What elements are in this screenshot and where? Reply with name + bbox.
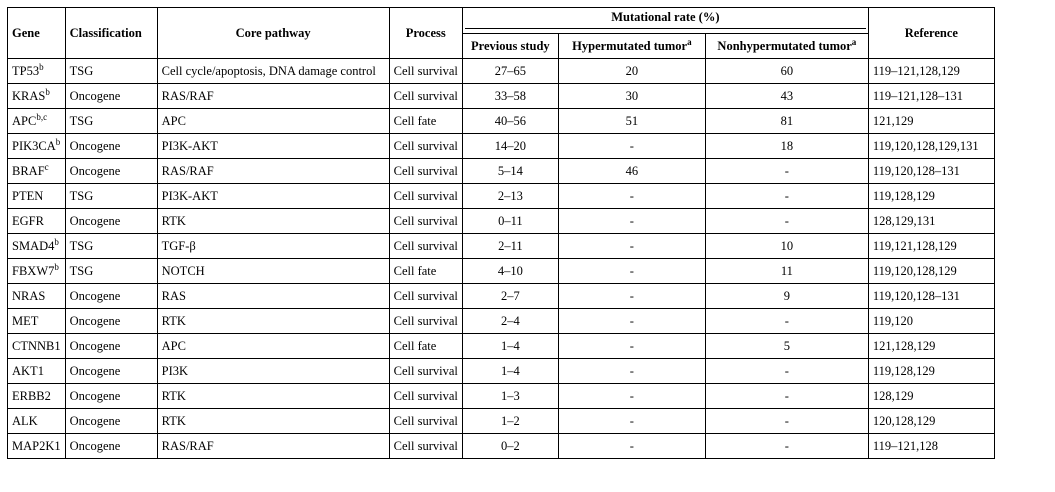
- gene-name: FBXW7: [12, 263, 55, 278]
- cell-reference: 120,128,129: [868, 409, 994, 434]
- header-previous-study: Previous study: [462, 34, 558, 59]
- cell-nonhypermutated: -: [705, 384, 868, 409]
- header-hypermutated-label: Hypermutated tumor: [572, 38, 688, 53]
- cell-nonhypermutated: -: [705, 159, 868, 184]
- header-hypermutated: [558, 34, 705, 59]
- cell-classification: Oncogene: [65, 284, 157, 309]
- table-container: [7, 7, 995, 459]
- gene-name: PIK3CA: [12, 138, 56, 153]
- table-row: [8, 434, 995, 459]
- cell-core-pathway: PI3K-AKT: [157, 184, 389, 209]
- header-process: Process: [389, 8, 462, 59]
- cell-core-pathway: PI3K-AKT: [157, 134, 389, 159]
- cell-core-pathway: RTK: [157, 384, 389, 409]
- table-row: [8, 59, 995, 84]
- cell-process: Cell survival: [389, 134, 462, 159]
- table-row: [8, 284, 995, 309]
- cell-process: Cell survival: [389, 309, 462, 334]
- cell-process: Cell fate: [389, 109, 462, 134]
- cell-previous-study: 40–56: [462, 109, 558, 134]
- cell-previous-study: 0–2: [462, 434, 558, 459]
- cell-reference: 119,120,128–131: [868, 284, 994, 309]
- cell-core-pathway: RTK: [157, 209, 389, 234]
- cell-previous-study: 2–7: [462, 284, 558, 309]
- cell-previous-study: 14–20: [462, 134, 558, 159]
- cell-nonhypermutated: 5: [705, 334, 868, 359]
- cell-hypermutated: -: [558, 184, 705, 209]
- header-hypermutated-footnote: a: [687, 36, 692, 47]
- cell-process: Cell survival: [389, 59, 462, 84]
- cell-reference: 119,120,128,129,131: [868, 134, 994, 159]
- cell-classification: Oncogene: [65, 209, 157, 234]
- cell-previous-study: 1–3: [462, 384, 558, 409]
- cell-classification: Oncogene: [65, 134, 157, 159]
- cell-core-pathway: RTK: [157, 409, 389, 434]
- cell-gene: [8, 234, 66, 259]
- cell-gene: [8, 109, 66, 134]
- cell-process: Cell survival: [389, 359, 462, 384]
- cell-previous-study: 2–11: [462, 234, 558, 259]
- cell-reference: 119–121,128,129: [868, 59, 994, 84]
- cell-classification: TSG: [65, 259, 157, 284]
- cell-nonhypermutated: 43: [705, 84, 868, 109]
- cell-classification: Oncogene: [65, 309, 157, 334]
- cell-gene: [8, 359, 66, 384]
- cell-core-pathway: PI3K: [157, 359, 389, 384]
- cell-gene: [8, 84, 66, 109]
- header-core-pathway: Core pathway: [157, 8, 389, 59]
- cell-hypermutated: -: [558, 434, 705, 459]
- cell-nonhypermutated: -: [705, 434, 868, 459]
- gene-name: KRAS: [12, 88, 46, 103]
- cell-previous-study: 5–14: [462, 159, 558, 184]
- table-row: [8, 259, 995, 284]
- cell-previous-study: 33–58: [462, 84, 558, 109]
- gene-name: CTNNB1: [12, 338, 61, 353]
- cell-process: Cell survival: [389, 209, 462, 234]
- cell-previous-study: 0–11: [462, 209, 558, 234]
- cell-core-pathway: RTK: [157, 309, 389, 334]
- cell-classification: TSG: [65, 109, 157, 134]
- cell-reference: 119,121,128,129: [868, 234, 994, 259]
- gene-name: ALK: [12, 413, 38, 428]
- table-row: [8, 109, 995, 134]
- cell-gene: [8, 409, 66, 434]
- cell-previous-study: 1–4: [462, 334, 558, 359]
- cell-gene: [8, 134, 66, 159]
- header-nonhypermutated-label: Nonhypermutated tumor: [717, 38, 852, 53]
- cell-hypermutated: 46: [558, 159, 705, 184]
- cell-core-pathway: Cell cycle/apoptosis, DNA damage control: [157, 59, 389, 84]
- gene-footnote: b,c: [36, 111, 48, 122]
- cell-hypermutated: -: [558, 409, 705, 434]
- cell-process: Cell survival: [389, 234, 462, 259]
- cell-classification: TSG: [65, 59, 157, 84]
- header-classification: Classification: [65, 8, 157, 59]
- header-gene: Gene: [8, 8, 66, 59]
- header-reference: Reference: [868, 8, 994, 59]
- cell-gene: [8, 334, 66, 359]
- cell-core-pathway: APC: [157, 334, 389, 359]
- cell-hypermutated: 51: [558, 109, 705, 134]
- header-nonhypermutated-footnote: a: [851, 36, 857, 47]
- cell-previous-study: 2–4: [462, 309, 558, 334]
- cell-hypermutated: -: [558, 209, 705, 234]
- cell-nonhypermutated: 81: [705, 109, 868, 134]
- table-row: [8, 184, 995, 209]
- cell-hypermutated: -: [558, 259, 705, 284]
- cell-classification: Oncogene: [65, 159, 157, 184]
- cell-nonhypermutated: 18: [705, 134, 868, 159]
- cell-process: Cell survival: [389, 434, 462, 459]
- header-mutational-rate: [462, 8, 868, 34]
- cell-reference: 119–121,128–131: [868, 84, 994, 109]
- cell-core-pathway: APC: [157, 109, 389, 134]
- cell-reference: 121,129: [868, 109, 994, 134]
- cell-process: Cell survival: [389, 284, 462, 309]
- cell-classification: Oncogene: [65, 359, 157, 384]
- gene-name: SMAD4: [12, 238, 55, 253]
- cell-hypermutated: 30: [558, 84, 705, 109]
- table-row: [8, 309, 995, 334]
- cell-gene: [8, 309, 66, 334]
- cell-hypermutated: -: [558, 334, 705, 359]
- cell-reference: 119,120,128,129: [868, 259, 994, 284]
- cell-nonhypermutated: -: [705, 409, 868, 434]
- table-row: [8, 334, 995, 359]
- cell-hypermutated: 20: [558, 59, 705, 84]
- cell-process: Cell fate: [389, 259, 462, 284]
- cell-gene: [8, 59, 66, 84]
- cell-hypermutated: -: [558, 359, 705, 384]
- gene-name: MAP2K1: [12, 438, 61, 453]
- cell-hypermutated: -: [558, 234, 705, 259]
- gene-footnote: b: [45, 86, 50, 97]
- gene-name: TP53: [12, 63, 40, 78]
- table-row: [8, 159, 995, 184]
- cell-core-pathway: TGF-β: [157, 234, 389, 259]
- cell-classification: TSG: [65, 234, 157, 259]
- gene-name: AKT1: [12, 363, 44, 378]
- cell-core-pathway: RAS: [157, 284, 389, 309]
- cell-gene: [8, 209, 66, 234]
- table-row: [8, 84, 995, 109]
- cell-classification: Oncogene: [65, 334, 157, 359]
- gene-name: MET: [12, 313, 39, 328]
- header-mutational-rate-label: Mutational rate (%): [465, 10, 866, 29]
- table-row: [8, 409, 995, 434]
- cell-nonhypermutated: 60: [705, 59, 868, 84]
- cell-nonhypermutated: 9: [705, 284, 868, 309]
- cell-core-pathway: RAS/RAF: [157, 84, 389, 109]
- cell-nonhypermutated: -: [705, 209, 868, 234]
- gene-name: NRAS: [12, 288, 46, 303]
- mutation-table: [7, 7, 995, 459]
- cell-previous-study: 2–13: [462, 184, 558, 209]
- cell-nonhypermutated: 11: [705, 259, 868, 284]
- cell-previous-study: 27–65: [462, 59, 558, 84]
- cell-reference: 121,128,129: [868, 334, 994, 359]
- cell-hypermutated: -: [558, 134, 705, 159]
- cell-reference: 119–121,128: [868, 434, 994, 459]
- cell-gene: [8, 159, 66, 184]
- gene-footnote: b: [39, 61, 44, 72]
- cell-reference: 128,129: [868, 384, 994, 409]
- cell-hypermutated: -: [558, 309, 705, 334]
- gene-footnote: b: [55, 136, 61, 147]
- gene-name: ERBB2: [12, 388, 51, 403]
- table-row: [8, 209, 995, 234]
- gene-name: PTEN: [12, 188, 44, 203]
- cell-hypermutated: -: [558, 284, 705, 309]
- gene-footnote: b: [54, 261, 59, 272]
- cell-gene: [8, 259, 66, 284]
- cell-previous-study: 1–2: [462, 409, 558, 434]
- cell-core-pathway: NOTCH: [157, 259, 389, 284]
- cell-gene: [8, 434, 66, 459]
- gene-name: EGFR: [12, 213, 44, 228]
- cell-previous-study: 4–10: [462, 259, 558, 284]
- cell-hypermutated: -: [558, 384, 705, 409]
- header-nonhypermutated: [705, 34, 868, 59]
- gene-name: APC: [12, 113, 37, 128]
- cell-process: Cell fate: [389, 334, 462, 359]
- cell-classification: Oncogene: [65, 84, 157, 109]
- cell-reference: 119,120: [868, 309, 994, 334]
- cell-reference: 119,120,128–131: [868, 159, 994, 184]
- cell-classification: Oncogene: [65, 434, 157, 459]
- cell-process: Cell survival: [389, 184, 462, 209]
- cell-core-pathway: RAS/RAF: [157, 159, 389, 184]
- cell-gene: [8, 284, 66, 309]
- table-body: [8, 59, 995, 459]
- table-row: [8, 234, 995, 259]
- table-row: [8, 359, 995, 384]
- cell-previous-study: 1–4: [462, 359, 558, 384]
- cell-process: Cell survival: [389, 409, 462, 434]
- gene-footnote: c: [44, 161, 49, 172]
- table-row: [8, 134, 995, 159]
- gene-name: BRAF: [12, 163, 45, 178]
- cell-reference: 119,128,129: [868, 359, 994, 384]
- cell-nonhypermutated: -: [705, 359, 868, 384]
- cell-classification: Oncogene: [65, 409, 157, 434]
- cell-core-pathway: RAS/RAF: [157, 434, 389, 459]
- gene-footnote: b: [54, 236, 59, 247]
- cell-gene: [8, 384, 66, 409]
- cell-process: Cell survival: [389, 84, 462, 109]
- cell-nonhypermutated: 10: [705, 234, 868, 259]
- cell-process: Cell survival: [389, 384, 462, 409]
- cell-reference: 119,128,129: [868, 184, 994, 209]
- cell-gene: [8, 184, 66, 209]
- cell-classification: Oncogene: [65, 384, 157, 409]
- cell-reference: 128,129,131: [868, 209, 994, 234]
- cell-classification: TSG: [65, 184, 157, 209]
- cell-nonhypermutated: -: [705, 184, 868, 209]
- table-row: [8, 384, 995, 409]
- cell-nonhypermutated: -: [705, 309, 868, 334]
- table-header: [8, 8, 995, 59]
- cell-process: Cell survival: [389, 159, 462, 184]
